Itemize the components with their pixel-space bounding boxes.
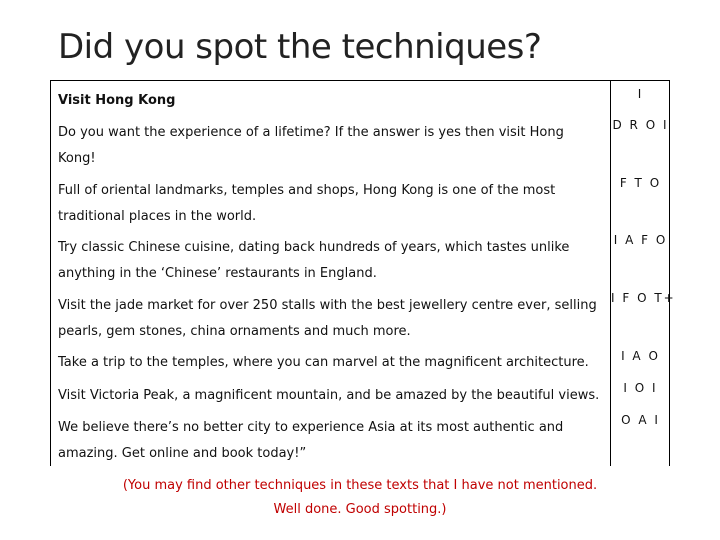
footer-note: (You may find other techniques in these texts that I have not mentioned. xyxy=(122,478,598,493)
advert-paragraph: Visit Victoria Peak, a magnificent mountain, and be amazed by the beautiful views. xyxy=(58,388,600,403)
technique-code: O A I xyxy=(621,413,660,427)
advert-paragraph: Do you want the experience of a lifetime? If the answer is yes then visit Hong Kong! xyxy=(58,125,564,166)
technique-code: F T O xyxy=(619,176,662,190)
page-title: Did you spot the techniques? xyxy=(58,27,542,67)
technique-code: D R O I xyxy=(612,118,669,132)
technique-code: I O I xyxy=(623,381,658,395)
advert-paragraph: Take a trip to the temples, where you can marvel at the magnificent architecture. xyxy=(58,355,589,370)
technique-code: I xyxy=(637,87,644,101)
technique-code: I F O T+ xyxy=(611,291,676,305)
advert-paragraph: We believe there’s no better city to experience Asia at its most authentic and amazing. Get online and book today!” xyxy=(58,420,564,461)
technique-code: I A O xyxy=(621,349,660,363)
advert-paragraph: Full of oriental landmarks, temples and shops, Hong Kong is one of the most traditional places in the world. xyxy=(58,183,556,224)
footer-note: Well done. Good spotting.) xyxy=(273,502,447,517)
column-divider xyxy=(610,80,611,466)
technique-code: I A F O xyxy=(613,233,668,247)
advert-paragraph: Visit the jade market for over 250 stalls with the best jewellery centre ever, selling pearls, gem stones, china ornaments and much more. xyxy=(58,298,597,339)
advert-paragraph: Try classic Chinese cuisine, dating back hundreds of years, which tastes unlike anything in the ‘Chinese’ restaurants in England. xyxy=(58,240,570,281)
advert-heading: Visit Hong Kong xyxy=(58,93,176,108)
